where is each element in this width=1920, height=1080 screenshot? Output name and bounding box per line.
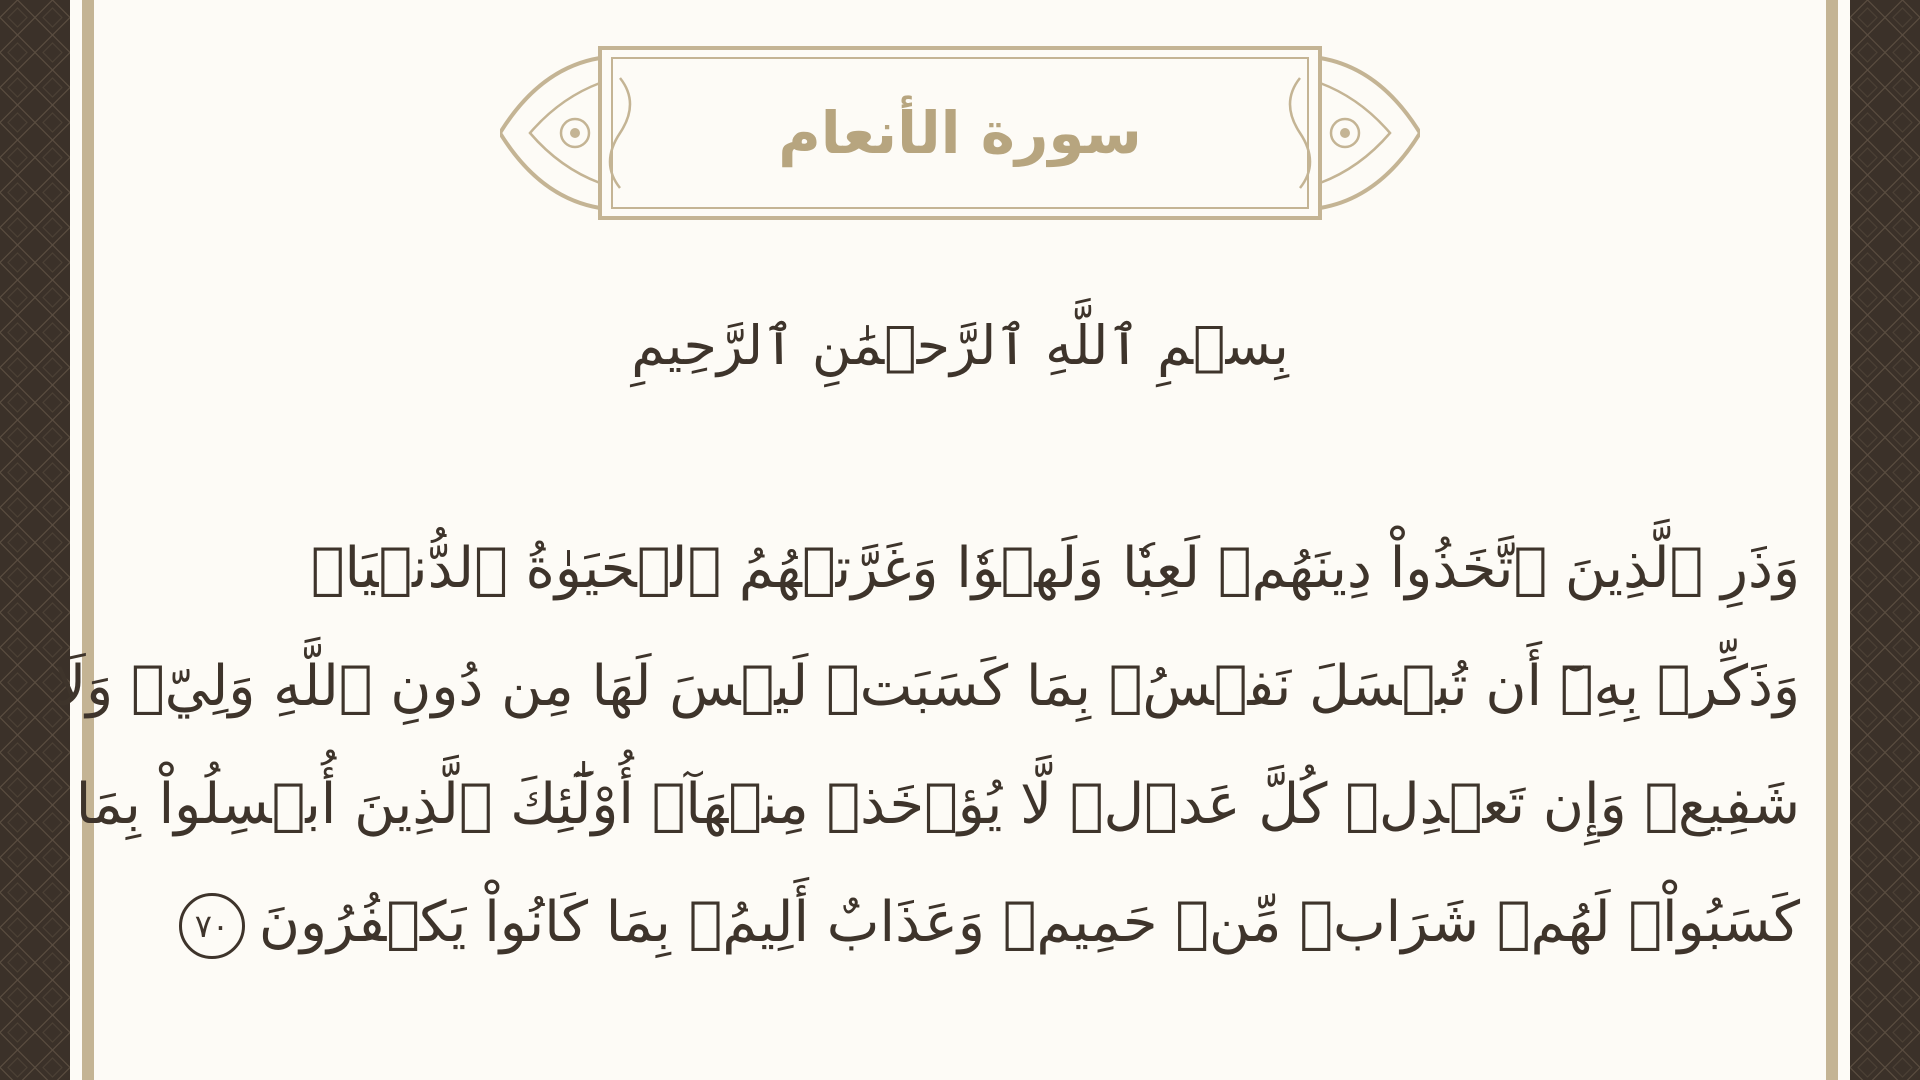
surah-title-frame bbox=[500, 38, 1420, 228]
surah-title: سورة الأنعام bbox=[778, 99, 1142, 167]
left-ornamental-border bbox=[0, 0, 70, 1080]
verse-text bbox=[54, 510, 1800, 982]
right-ornamental-border bbox=[1850, 0, 1920, 1080]
verse-line-2: وَذَكِّرۡ بِهِۦٓ أَن تُبۡسَلَ نَفۡسُۢ بِمَا كَسَبَتۡ لَيۡسَ لَهَا مِن دُونِ ٱللَّهِ وَلِيّٞ وَلَا bbox=[54, 654, 1800, 719]
geometric-pattern-left bbox=[0, 0, 70, 1080]
right-gold-rule bbox=[1826, 0, 1838, 1080]
verse-line-3: شَفِيعٞ وَإِن تَعۡدِلۡ كُلَّ عَدۡلٖ لَّا يُؤۡخَذۡ مِنۡهَآۗ أُوْلَٰٓئِكَ ٱلَّذِينَ أُبۡسِلُواْ بِمَا bbox=[75, 772, 1800, 837]
verse-line-4 bbox=[194, 864, 1800, 982]
ayah-number-marker: ٧٠ bbox=[179, 893, 245, 959]
left-gold-rule bbox=[82, 0, 94, 1080]
basmala: بِسۡمِ ٱللَّهِ ٱلرَّحۡمَٰنِ ٱلرَّحِيمِ bbox=[631, 313, 1289, 377]
verse-line-4-text: كَسَبُواْۖ لَهُمۡ شَرَابٞ مِّنۡ حَمِيمٖ وَعَذَابٌ أَلِيمُۢ بِمَا كَانُواْ يَكۡفُرُونَ bbox=[258, 890, 1800, 955]
geometric-pattern-right bbox=[1850, 0, 1920, 1080]
verse-line-1: وَذَرِ ٱلَّذِينَ ٱتَّخَذُواْ دِينَهُمۡ لَعِبٗا وَلَهۡوٗا وَغَرَّتۡهُمُ ٱلۡحَيَوٰةُ ٱلدُّنۡيَاۚ bbox=[310, 536, 1800, 601]
